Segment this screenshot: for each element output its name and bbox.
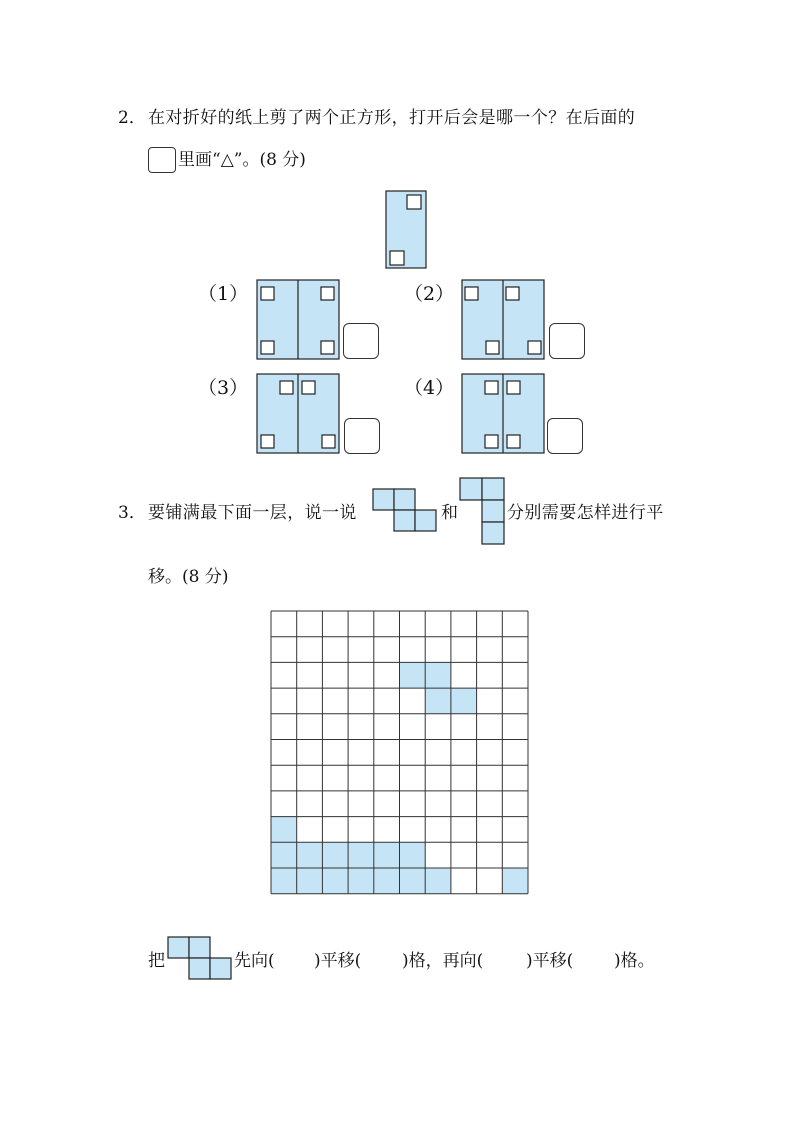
option-2-figure: [461, 279, 547, 363]
answer-steps-1-label: )平移(: [314, 951, 362, 971]
answer-direction-2-blank[interactable]: [492, 948, 524, 972]
grid-shaded-cell: [425, 688, 451, 714]
folded-paper-figure: [384, 189, 430, 271]
option-3-label: （3）: [198, 377, 249, 399]
answer-direction-1-blank[interactable]: [282, 948, 312, 972]
option-3-figure: [256, 373, 342, 457]
q2-number: 2．: [118, 108, 146, 128]
tiling-grid: [268, 607, 534, 915]
grid-shaded-cell: [271, 817, 297, 843]
q3-number: 3．: [118, 503, 146, 523]
answer-steps-1-blank[interactable]: [370, 948, 400, 972]
answer-prefix: 把: [148, 951, 165, 971]
answer-suffix: )格。: [614, 951, 655, 971]
option-1-label: （1）: [198, 283, 249, 305]
option-4-figure: [461, 373, 547, 457]
grid-shaded-cell: [425, 662, 451, 688]
answer-z-tetromino-figure: [167, 936, 233, 982]
grid-shaded-cell: [271, 868, 297, 894]
grid-shaded-cell: [400, 868, 426, 894]
q2-text-line1: 在对折好的纸上剪了两个正方形，打开后会是哪一个？在后面的: [148, 108, 636, 128]
grid-shaded-cell: [400, 662, 426, 688]
q3-text-line2: 移。(8 分): [148, 567, 229, 587]
grid-shaded-cell: [374, 868, 400, 894]
grid-shaded-cell: [271, 842, 297, 868]
answer-direction-1-label: 先向(: [234, 951, 275, 971]
answer-direction-2-label: )格，再向(: [402, 951, 484, 971]
option-2-label: （2）: [404, 283, 455, 305]
grid-shaded-cell: [425, 868, 451, 894]
grid-shaded-cell: [348, 842, 374, 868]
q2-text-line2: 里画“△”。(8 分): [178, 150, 306, 170]
grid-shaded-cell: [297, 842, 323, 868]
option-4-answer-box[interactable]: [547, 418, 583, 454]
q3-text-and: 和: [441, 503, 458, 523]
option-4-label: （4）: [404, 377, 455, 399]
l-tetromino-figure: [459, 477, 505, 547]
grid-shaded-cell: [502, 868, 528, 894]
grid-shaded-cell: [348, 868, 374, 894]
grid-shaded-cell: [322, 868, 348, 894]
option-1-answer-box[interactable]: [343, 323, 379, 359]
grid-shaded-cell: [451, 688, 477, 714]
answer-steps-2-blank[interactable]: [582, 948, 612, 972]
z-tetromino-figure: [372, 488, 438, 534]
q3-text-part1: 要铺满最下面一层，说一说: [148, 503, 357, 523]
answer-steps-2-label: )平移(: [526, 951, 574, 971]
grid-shaded-cell: [374, 842, 400, 868]
grid-shaded-cell: [297, 868, 323, 894]
grid-shaded-cell: [322, 842, 348, 868]
q3-text-part3: 分别需要怎样进行平: [507, 503, 664, 523]
q2-instruction-box: [148, 147, 176, 173]
option-2-answer-box[interactable]: [549, 323, 585, 359]
grid-shaded-cell: [400, 842, 426, 868]
option-3-answer-box[interactable]: [344, 418, 380, 454]
option-1-figure: [256, 279, 342, 363]
